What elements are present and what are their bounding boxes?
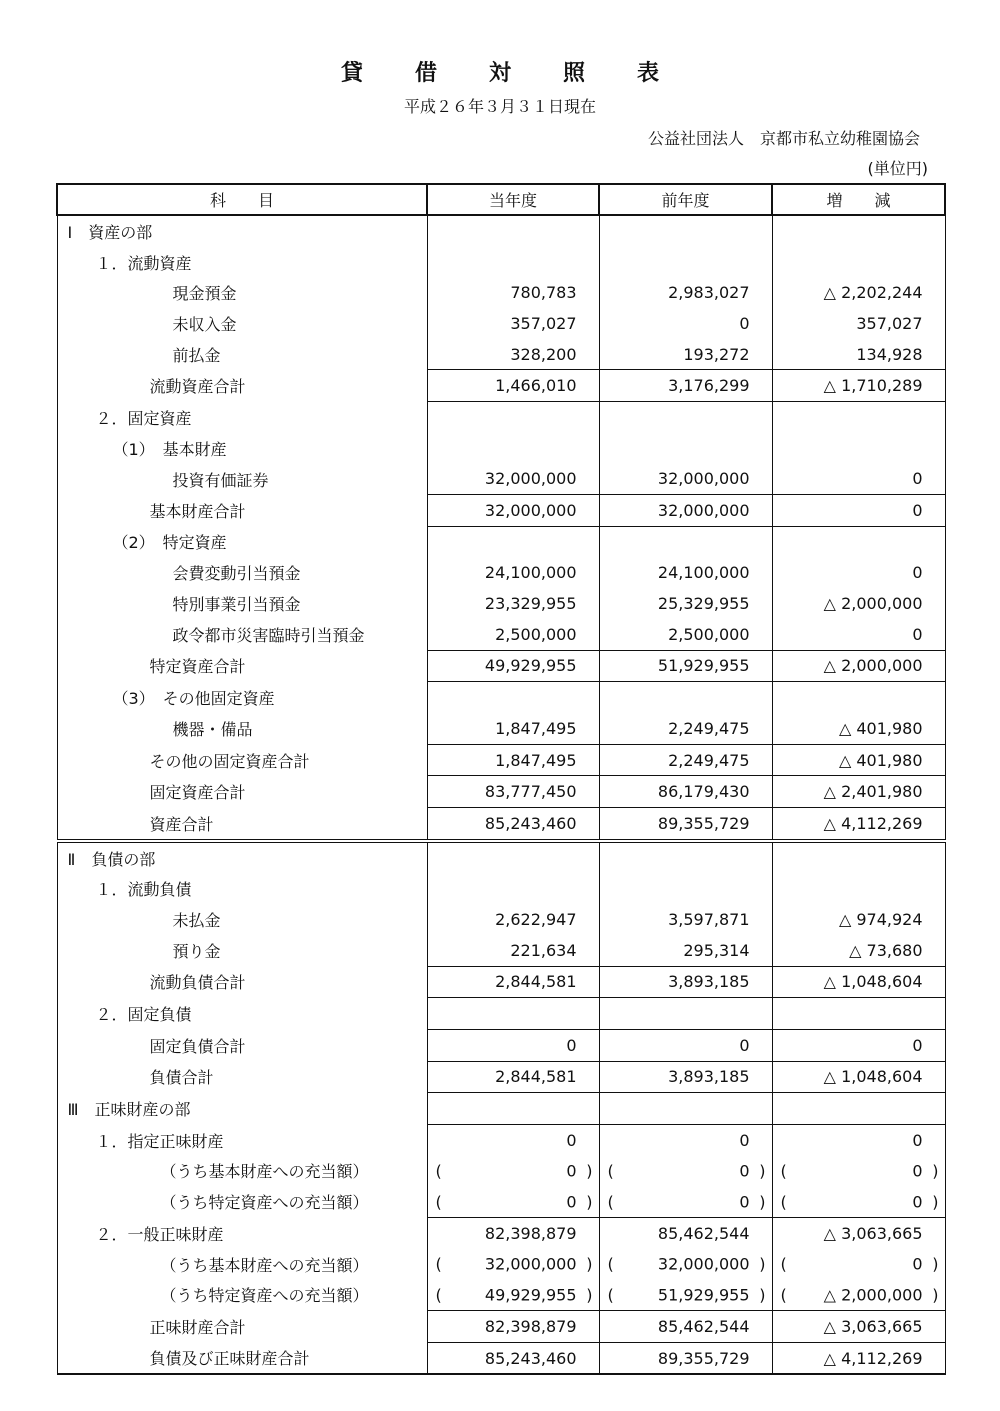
change-value: 0 [772,495,945,527]
previous-value: 32,000,000 [657,1254,750,1274]
table-row [57,402,945,433]
previous-value: 0 [739,1161,750,1181]
previous-value [599,841,772,874]
open-paren: ( [780,1285,787,1305]
current-value: 32,000,000 [427,464,599,495]
title-char: 貸 [340,61,363,86]
row-label: Ⅱ 負債の部 [57,841,427,874]
subtotal-row [57,744,945,776]
table-row [57,619,945,650]
change-value: △ 401,980 [772,744,945,776]
close-paren: ) [932,1161,939,1181]
row-label: 機器・備品 [57,713,427,744]
open-paren: ( [435,1192,442,1212]
current-value-cell [427,1186,599,1217]
subtotal-row [57,650,945,682]
header-current-year: 当年度 [427,184,599,215]
previous-value: 89,355,729 [599,1342,772,1374]
current-value [427,215,599,247]
as-of-date: 平成２６年３月３１日現在 [403,97,596,116]
current-value: 1,466,010 [427,370,599,402]
subtotal-row [57,370,945,402]
previous-value [599,873,772,904]
change-value-cell [772,1279,945,1310]
section-header-row [57,1093,945,1125]
previous-value: 0 [599,1029,772,1061]
current-value: 85,243,460 [427,808,599,841]
table-row [57,713,945,744]
current-value: 2,844,581 [427,966,599,998]
subtotal-row [57,495,945,527]
previous-value: 25,329,955 [599,588,772,619]
table-row [57,904,945,935]
close-paren: ) [932,1192,939,1212]
change-value [772,998,945,1030]
open-paren: ( [435,1161,442,1181]
header-change: 増 減 [772,184,945,215]
open-paren: ( [435,1285,442,1305]
table-row [57,1279,945,1310]
current-value: 0 [566,1192,577,1212]
close-paren: ) [932,1254,939,1274]
previous-value [599,526,772,557]
change-value: 0 [912,1161,923,1181]
row-label: 会費変動引当預金 [57,558,427,589]
current-value: 0 [566,1161,577,1181]
table-row [57,1218,945,1249]
current-value: 82,398,879 [427,1218,599,1249]
current-value [427,682,599,713]
change-value: △ 401,980 [772,713,945,744]
row-label: 現金預金 [57,277,427,308]
row-label: 正味財産合計 [57,1311,427,1343]
current-value: 328,200 [427,339,599,370]
row-label: （うち基本財産への充当額） [57,1156,427,1187]
row-label: 特定資産合計 [57,650,427,682]
table-row [57,873,945,904]
previous-value: 0 [739,1192,750,1212]
row-label: ２．固定負債 [57,998,427,1030]
close-paren: ) [586,1254,593,1274]
current-value [427,1093,599,1125]
change-value: △ 3,063,665 [772,1311,945,1343]
balance-sheet-table [56,183,946,1375]
subtotal-row [57,776,945,808]
open-paren: ( [607,1285,614,1305]
previous-value: 3,597,871 [599,904,772,935]
row-label: 基本財産合計 [57,495,427,527]
row-label: 流動負債合計 [57,966,427,998]
row-label: 負債及び正味財産合計 [57,1342,427,1374]
close-paren: ) [759,1161,766,1181]
previous-value: 3,176,299 [599,370,772,402]
table-row [57,526,945,557]
current-value: 2,500,000 [427,619,599,650]
change-value: △ 73,680 [772,935,945,966]
row-label: １．流動資産 [57,247,427,278]
current-value [427,526,599,557]
document-title [0,56,1000,87]
row-label: （うち特定資産への充当額） [57,1186,427,1217]
organization-name: 公益社団法人 京都市私立幼稚園協会 [647,129,920,148]
row-label: （2） 特定資産 [57,526,427,557]
table-row [57,1186,945,1217]
table-row [57,308,945,339]
row-label: １．指定正味財産 [57,1124,427,1155]
row-label: 前払金 [57,339,427,370]
previous-value [599,433,772,464]
total-row [57,808,945,841]
title-char: 照 [563,61,586,86]
current-value: 1,847,495 [427,744,599,776]
previous-value-cell [599,1279,772,1310]
current-value: 2,622,947 [427,904,599,935]
change-value: △ 1,048,604 [772,966,945,998]
change-value: 0 [772,1124,945,1155]
previous-value-cell [599,1249,772,1280]
current-value-cell [427,1156,599,1187]
row-label: （1） 基本財産 [57,433,427,464]
change-value [772,873,945,904]
change-value [772,682,945,713]
current-value: 32,000,000 [484,1254,577,1274]
open-paren: ( [780,1192,787,1212]
table-row [57,464,945,495]
previous-value: 3,893,185 [599,1061,772,1093]
change-value: 0 [772,619,945,650]
change-value: △ 2,000,000 [772,650,945,682]
close-paren: ) [586,1285,593,1305]
header-previous-year: 前年度 [599,184,772,215]
change-value: △ 2,000,000 [772,588,945,619]
table-row [57,998,945,1030]
current-value [427,402,599,433]
table-row [57,277,945,308]
previous-value [599,682,772,713]
table-row [57,558,945,589]
open-paren: ( [607,1192,614,1212]
grand-total-row [57,1342,945,1374]
previous-value: 2,500,000 [599,619,772,650]
table-row [57,215,945,247]
row-label: 負債合計 [57,1061,427,1093]
change-value [772,526,945,557]
total-row [57,1061,945,1093]
previous-value: 2,249,475 [599,713,772,744]
title-char: 表 [637,61,660,86]
close-paren: ) [759,1285,766,1305]
row-label: 政令都市災害臨時引当預金 [57,619,427,650]
current-value: 49,929,955 [427,650,599,682]
current-value-cell [427,1249,599,1280]
table-row [57,247,945,278]
previous-value: 86,179,430 [599,776,772,808]
change-value [772,433,945,464]
open-paren: ( [435,1254,442,1274]
table-row [57,433,945,464]
change-value: 0 [912,1192,923,1212]
current-value: 83,777,450 [427,776,599,808]
previous-value: 85,462,544 [599,1311,772,1343]
current-value [427,841,599,874]
row-label: ２．一般正味財産 [57,1218,427,1249]
open-paren: ( [607,1254,614,1274]
change-value-cell [772,1186,945,1217]
table-row [57,339,945,370]
current-value: 23,329,955 [427,588,599,619]
previous-value: 295,314 [599,935,772,966]
previous-value: 2,249,475 [599,744,772,776]
previous-value [599,215,772,247]
row-label: （3） その他固定資産 [57,682,427,713]
previous-value: 85,462,544 [599,1218,772,1249]
row-label: Ⅰ 資産の部 [57,215,427,247]
current-value: 780,783 [427,277,599,308]
current-value: 24,100,000 [427,558,599,589]
change-value [772,1093,945,1125]
change-value: 0 [772,1029,945,1061]
change-value [772,215,945,247]
row-label: （うち特定資産への充当額） [57,1279,427,1310]
change-value: △ 4,112,269 [772,808,945,841]
row-label: １．流動負債 [57,873,427,904]
previous-value [599,998,772,1030]
current-value: 0 [427,1029,599,1061]
close-paren: ) [759,1192,766,1212]
row-label: 固定資産合計 [57,776,427,808]
current-value [427,873,599,904]
previous-value: 193,272 [599,339,772,370]
change-value-cell [772,1249,945,1280]
current-value: 32,000,000 [427,495,599,527]
current-value: 1,847,495 [427,713,599,744]
row-label: ２．固定資産 [57,402,427,433]
close-paren: ) [586,1161,593,1181]
previous-value-cell [599,1186,772,1217]
previous-value: 0 [599,1124,772,1155]
table-row [57,1124,945,1155]
unit-label: (単位円) [867,159,928,178]
previous-value: 51,929,955 [599,650,772,682]
table-row [57,1156,945,1187]
previous-value-cell [599,1156,772,1187]
table-row [57,935,945,966]
previous-value: 0 [599,308,772,339]
change-value: 0 [912,1254,923,1274]
row-label: その他の固定資産合計 [57,744,427,776]
open-paren: ( [607,1161,614,1181]
change-value [772,247,945,278]
previous-value: 89,355,729 [599,808,772,841]
close-paren: ) [759,1254,766,1274]
title-char: 対 [488,61,511,86]
change-value [772,402,945,433]
current-value [427,998,599,1030]
previous-value: 24,100,000 [599,558,772,589]
previous-value: 32,000,000 [599,495,772,527]
open-paren: ( [780,1161,787,1181]
current-value: 2,844,581 [427,1061,599,1093]
previous-value: 3,893,185 [599,966,772,998]
table-row [57,682,945,713]
close-paren: ) [586,1192,593,1212]
previous-value [599,247,772,278]
row-label: （うち基本財産への充当額） [57,1249,427,1280]
row-label: 特別事業引当預金 [57,588,427,619]
row-label: 未払金 [57,904,427,935]
change-value: 134,928 [772,339,945,370]
previous-value [599,1093,772,1125]
row-label: 未収入金 [57,308,427,339]
table-row [57,588,945,619]
previous-value: 32,000,000 [599,464,772,495]
change-value: △ 974,924 [772,904,945,935]
subtotal-row [57,1029,945,1061]
change-value-cell [772,1156,945,1187]
close-paren: ) [932,1285,939,1305]
table-row [57,1249,945,1280]
change-value: 357,027 [772,308,945,339]
current-value [427,433,599,464]
change-value: △ 2,000,000 [823,1285,923,1305]
current-value: 0 [427,1124,599,1155]
change-value [772,841,945,874]
header-item: 科 目 [57,184,427,215]
section-header-row [57,841,945,874]
current-value: 49,929,955 [484,1285,577,1305]
change-value: △ 1,048,604 [772,1061,945,1093]
current-value: 357,027 [427,308,599,339]
change-value: △ 2,401,980 [772,776,945,808]
row-label: 預り金 [57,935,427,966]
subtotal-row [57,966,945,998]
previous-value: 2,983,027 [599,277,772,308]
current-value: 221,634 [427,935,599,966]
row-label: 流動資産合計 [57,370,427,402]
header-row [57,184,945,215]
change-value: △ 3,063,665 [772,1218,945,1249]
row-label: Ⅲ 正味財産の部 [57,1093,427,1125]
change-value: 0 [772,464,945,495]
row-label: 資産合計 [57,808,427,841]
change-value: 0 [772,558,945,589]
open-paren: ( [780,1254,787,1274]
change-value: △ 1,710,289 [772,370,945,402]
change-value: △ 4,112,269 [772,1342,945,1374]
previous-value: 51,929,955 [657,1285,750,1305]
previous-value [599,402,772,433]
current-value: 85,243,460 [427,1342,599,1374]
current-value-cell [427,1279,599,1310]
current-value: 82,398,879 [427,1311,599,1343]
change-value: △ 2,202,244 [772,277,945,308]
current-value [427,247,599,278]
row-label: 固定負債合計 [57,1029,427,1061]
row-label: 投資有価証券 [57,464,427,495]
title-char: 借 [414,61,437,86]
subtotal-row [57,1311,945,1343]
